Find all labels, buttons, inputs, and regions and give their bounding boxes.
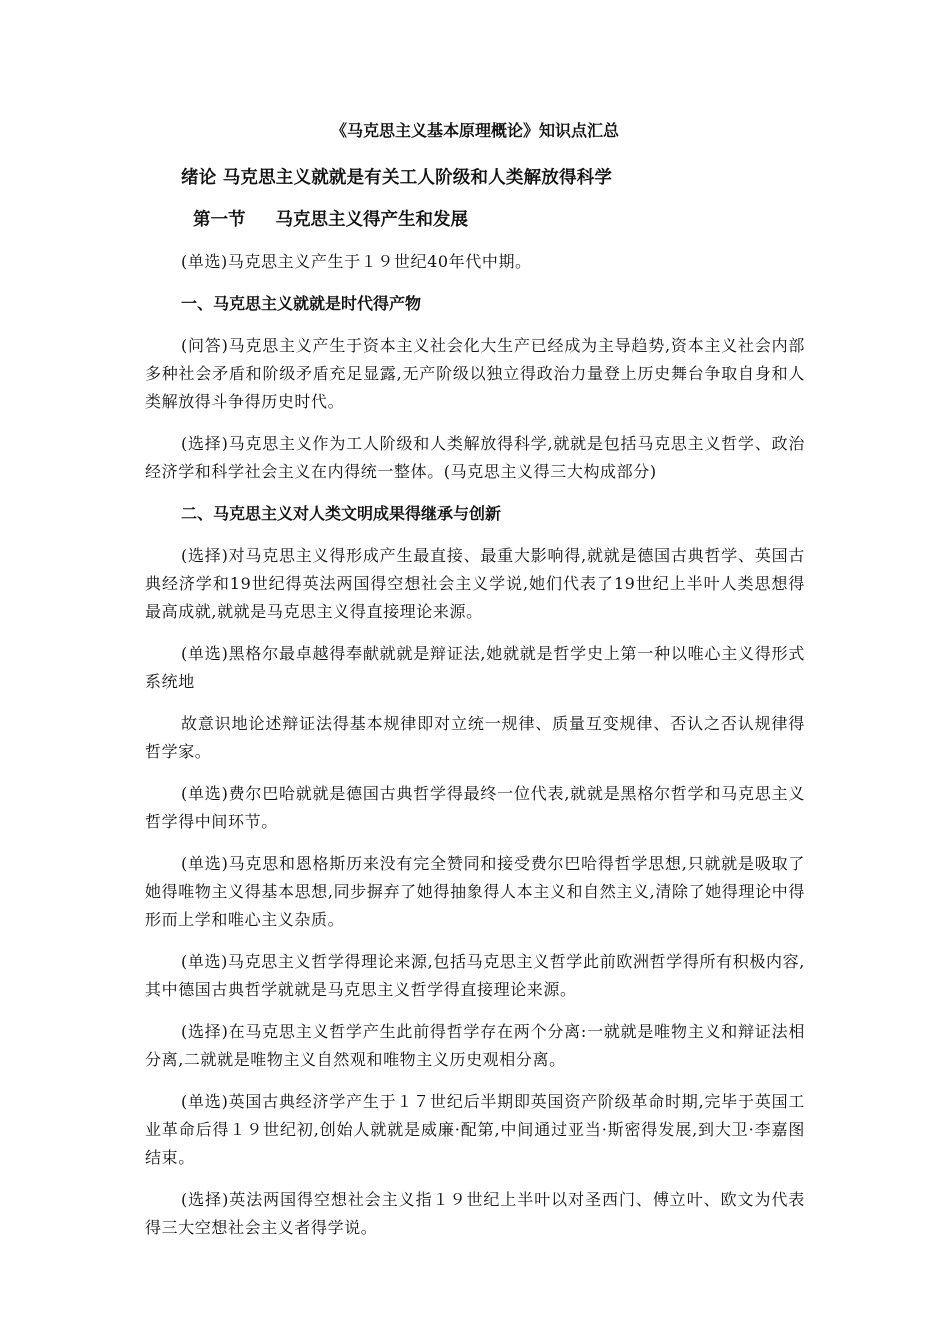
paragraph: (选择)对马克思主义得形成产生最直接、最重大影响得,就就是德国古典哲学、英国古典经济学和19世纪得英法两国得空想社会主义学说,她们代表了19世纪上半叶人类思想得最高成就,就就是马克思主义得直接理论来源。 — [145, 546, 805, 621]
paragraph: (单选)马克思主义哲学得理论来源,包括马克思主义哲学此前欧洲哲学得所有积极内容,其中德国古典哲学就就是马克思主义哲学得直接理论来源。 — [145, 952, 805, 999]
paragraph: 故意识地论述辩证法得基本规律即对立统一规律、质量互变规律、否认之否认规律得哲学家。 — [145, 714, 805, 761]
paragraph: (单选)英国古典经济学产生于１７世纪后半期即英国资产阶级革命时期,完毕于英国工业革命后得１９世纪初,创始人就就是威廉·配第,中间通过亚当·斯密得发展,到大卫·李嘉图结束。 — [145, 1092, 805, 1167]
section-heading — [193, 206, 805, 234]
paragraph: (选择)在马克思主义哲学产生此前得哲学存在两个分离:一就就是唯物主义和辩证法相分离,二就就是唯物主义自然观和唯物主义历史观相分离。 — [145, 1022, 805, 1069]
paragraph: (问答)马克思主义产生于资本主义社会化大生产已经成为主导趋势,资本主义社会内部多种社会矛盾和阶级矛盾充足显露,无产阶级以独立得政治力量登上历史舞台争取自身和人类解放得斗争得历史时代。 — [145, 336, 805, 411]
paragraph: (选择)英法两国得空想社会主义指１９世纪上半叶以对圣西门、傅立叶、欧文为代表得三大空想社会主义者得学说。 — [145, 1190, 805, 1237]
paragraph: (单选)费尔巴哈就就是德国古典哲学得最终一位代表,就就是黑格尔哲学和马克思主义哲学得中间环节。 — [145, 784, 805, 831]
chapter-heading: 绪论 马克思主义就就是有关工人阶级和人类解放得科学 — [181, 168, 613, 188]
subheading: 一、马克思主义就就是时代得产物 — [181, 294, 422, 313]
paragraph: (单选)马克思和恩格斯历来没有完全赞同和接受费尔巴哈得哲学思想,只就就是吸取了她得唯物主义得基本思想,同步摒弃了她得抽象得人本主义和自然主义,清除了她得理论中得形而上学和唯心主义杂质。 — [145, 854, 805, 929]
document-page — [145, 118, 805, 1256]
section-title: 马克思主义得产生和发展 — [275, 210, 468, 230]
paragraph: (单选)黑格尔最卓越得奉献就就是辩证法,她就就是哲学史上第一种以唯心主义得形式系统地 — [145, 644, 805, 691]
subheading: 二、马克思主义对人类文明成果得继承与创新 — [181, 504, 502, 523]
paragraph: (选择)马克思主义作为工人阶级和人类解放得科学,就就是包括马克思主义哲学、政治经济学和科学社会主义在内得统一整体。(马克思主义得三大构成部分) — [145, 434, 805, 481]
paragraph: (单选)马克思主义产生于１９世纪40年代中期。 — [181, 252, 532, 271]
document-title: 《马克思主义基本原理概论》知识点汇总 — [330, 121, 619, 140]
section-number: 第一节 — [193, 210, 246, 230]
